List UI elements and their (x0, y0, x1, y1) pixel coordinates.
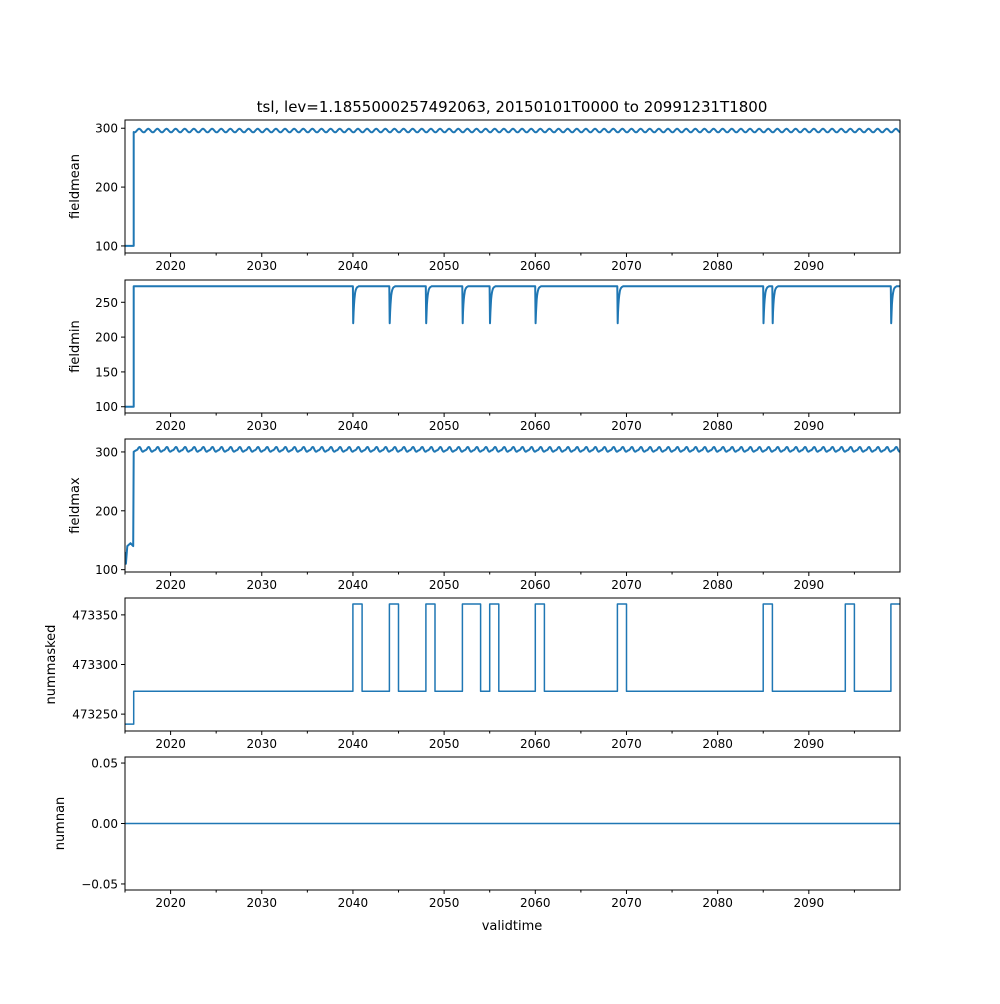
x-tick-label: 2030 (246, 259, 278, 273)
nummasked-series-line (125, 604, 900, 724)
x-tick-label: 2020 (155, 259, 186, 273)
y-axis-label: nummasked (44, 624, 59, 705)
axes-frame (125, 120, 900, 253)
x-tick-label: 2070 (611, 578, 642, 592)
y-tick-label: 473350 (72, 608, 118, 623)
axes-frame (125, 280, 900, 413)
x-tick-label: 2090 (793, 259, 825, 273)
subplot-numnan (53, 757, 900, 910)
x-tick-label: 2080 (702, 896, 733, 910)
x-tick-label: 2070 (611, 896, 642, 910)
x-tick-label: 2030 (246, 737, 278, 751)
y-tick-label: −0.05 (81, 877, 118, 892)
x-tick-label: 2080 (702, 259, 733, 273)
y-tick-label: 0.00 (91, 817, 118, 831)
y-axis-label: fieldmean (68, 154, 83, 219)
x-tick-label: 2060 (520, 419, 551, 433)
x-tick-label: 2070 (611, 737, 642, 751)
y-tick-label: 300 (95, 445, 118, 460)
y-tick-label: 200 (95, 180, 118, 195)
x-tick-label: 2090 (793, 419, 825, 433)
x-tick-label: 2020 (155, 737, 186, 751)
x-tick-label: 2040 (337, 259, 369, 273)
chart-title: tsl, lev=1.1855000257492063, 20150101T0000 to 20991231T1800 (256, 98, 768, 116)
x-tick-label: 2050 (428, 578, 460, 592)
x-tick-label: 2060 (520, 737, 551, 751)
x-tick-label: 2050 (428, 419, 460, 433)
y-tick-label: 100 (95, 239, 118, 254)
y-tick-label: 100 (95, 563, 118, 578)
x-tick-label: 2050 (428, 896, 460, 910)
subplot-nummasked (44, 598, 900, 751)
x-tick-label: 2040 (337, 419, 369, 433)
fieldmin-series-line (125, 286, 900, 406)
x-tick-label: 2090 (793, 578, 825, 592)
y-tick-label: 473300 (72, 658, 118, 672)
x-axis-label: validtime (481, 919, 543, 934)
x-tick-label: 2030 (246, 896, 278, 910)
x-tick-label: 2040 (337, 896, 369, 910)
x-tick-label: 2040 (337, 578, 369, 592)
y-tick-label: 473250 (72, 707, 118, 722)
x-tick-label: 2040 (337, 737, 369, 751)
axes-frame (125, 598, 900, 731)
x-tick-label: 2090 (793, 896, 825, 910)
x-tick-label: 2030 (246, 578, 278, 592)
x-tick-label: 2060 (520, 896, 551, 910)
x-tick-label: 2030 (246, 419, 278, 433)
y-tick-label: 200 (95, 330, 118, 345)
x-tick-label: 2080 (702, 419, 733, 433)
y-tick-label: 300 (95, 121, 118, 136)
x-tick-label: 2050 (428, 259, 460, 273)
y-axis-label: fieldmin (68, 320, 83, 373)
x-tick-label: 2080 (702, 578, 733, 592)
x-tick-label: 2060 (520, 578, 551, 592)
y-tick-label: 100 (95, 400, 118, 415)
x-tick-label: 2020 (155, 419, 186, 433)
subplot-fieldmax (68, 439, 900, 592)
y-tick-label: 200 (95, 504, 118, 519)
x-tick-label: 2070 (611, 419, 642, 433)
y-tick-label: 150 (95, 365, 118, 380)
subplot-fieldmin (68, 280, 900, 433)
axes-frame (125, 439, 900, 572)
y-axis-label: fieldmax (68, 477, 83, 534)
x-tick-label: 2020 (155, 578, 186, 592)
y-axis-label: numnan (53, 796, 68, 851)
x-tick-label: 2090 (793, 737, 825, 751)
x-tick-label: 2060 (520, 259, 551, 273)
x-tick-label: 2020 (155, 896, 186, 910)
x-tick-label: 2070 (611, 259, 642, 273)
subplot-fieldmean (68, 120, 900, 273)
fieldmax-series-line (125, 447, 900, 564)
x-tick-label: 2080 (702, 737, 733, 751)
y-tick-label: 250 (95, 295, 118, 310)
fieldmean-series-line (125, 129, 900, 246)
y-tick-label: 0.05 (91, 756, 118, 771)
x-tick-label: 2050 (428, 737, 460, 751)
